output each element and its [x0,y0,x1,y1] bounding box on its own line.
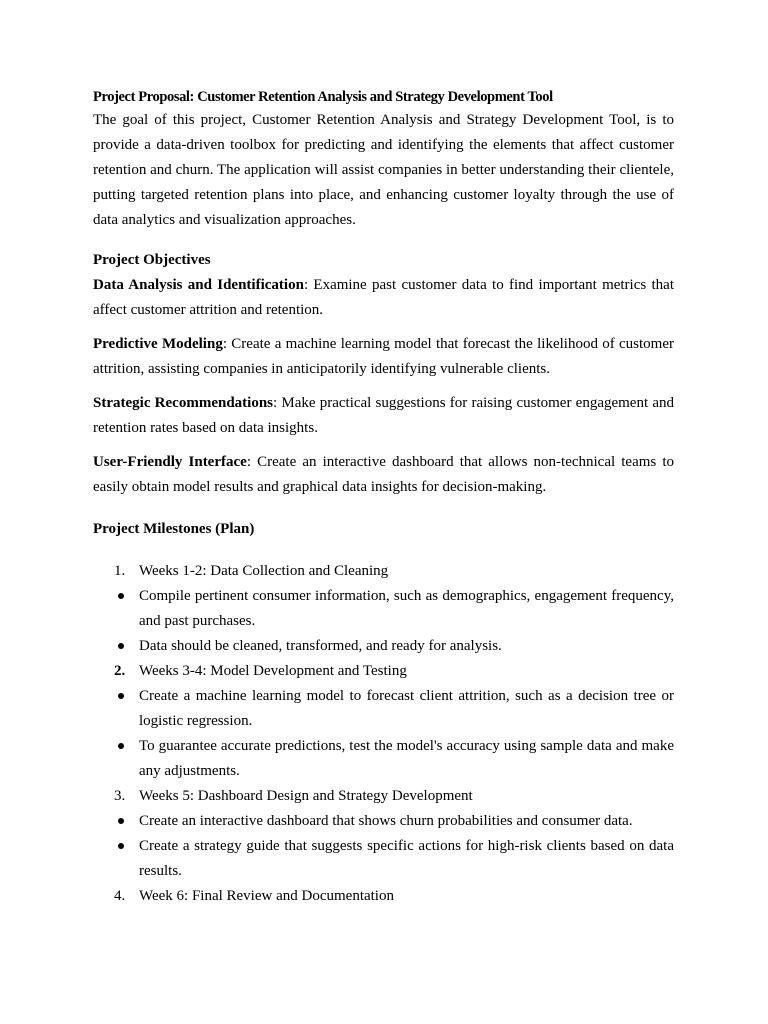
objective-text: : Examine past customer data to find important metrics that affect customer attrition and retention. [93,277,675,318]
bullet-icon [118,843,124,849]
milestone-subitem-text: Create a strategy guide that suggests specific actions for high-risk clients based on data results. [139,838,674,879]
milestone-subitem [93,809,674,834]
bullet-icon [118,693,124,699]
milestone-subitem-text: Data should be cleaned, transformed, and ready for analysis. [139,638,502,654]
milestone-subitem [93,684,674,734]
objective-text: : Make practical suggestions for raising customer engagement and retention rates based on data insights. [93,395,674,436]
milestone-subitem-text: Create a machine learning model to forecast client attrition, such as a decision tree or logistic regression. [139,688,674,729]
milestone-item [93,659,674,684]
milestone-item [93,784,674,809]
intro-paragraph: The goal of this project, Customer Retention Analysis and Strategy Development Tool, is to provide a data-driven toolbox for predicting and identifying the elements that affect customer retention and churn. The application will assist companies in better understanding their clientele, putting targeted retention plans into place, and enhancing customer loyalty through the use of data analytics and visualization approaches. [93,112,674,228]
objective-label: Strategic Recommendations [93,395,273,411]
milestone-subitem-text: Create an interactive dashboard that shows churn probabilities and consumer data. [139,813,633,829]
milestone-text: Week 6: Final Review and Documentation [139,888,394,904]
objectives-heading: Project Objectives [93,252,211,268]
objective-item [93,450,674,500]
milestones-heading: Project Milestones (Plan) [93,521,255,537]
milestone-text: Weeks 5: Dashboard Design and Strategy Development [139,788,473,804]
document-page [93,86,674,909]
objective-text: : Create an interactive dashboard that allows non-technical teams to easily obtain model results and graphical data insights for decision-making. [93,454,674,495]
list-number: 2. [114,663,126,679]
milestone-subitem [93,634,674,659]
document-title: Project Proposal: Customer Retention Analysis and Strategy Development Tool [93,89,553,105]
objective-item [93,332,674,382]
bullet-icon [118,743,124,749]
list-number: 1. [114,563,126,579]
milestones-list [93,559,674,909]
objective-text: : Create a machine learning model that forecast the likelihood of customer attrition, assisting companies in anticipatorily identifying vulnerable clients. [93,336,674,377]
milestone-subitem [93,584,674,634]
objective-label: Data Analysis and Identification [93,277,304,293]
bullet-icon [118,643,124,649]
objective-label: Predictive Modeling [93,336,223,352]
milestone-subitem-text: Compile pertinent consumer information, such as demographics, engagement frequency, and past purchases. [139,588,674,629]
bullet-icon [118,818,124,824]
milestone-text: Weeks 3-4: Model Development and Testing [139,663,407,679]
objective-item [93,273,674,323]
list-number: 4. [114,888,126,904]
bullet-icon [118,593,124,599]
milestone-subitem-text: To guarantee accurate predictions, test the model's accuracy using sample data and make any adjustments. [139,738,674,779]
milestone-item [93,559,674,584]
list-number: 3. [114,788,126,804]
objective-label: User-Friendly Interface [93,454,247,470]
milestone-subitem [93,834,674,884]
milestone-text: Weeks 1-2: Data Collection and Cleaning [139,563,389,579]
milestone-item [93,884,674,909]
milestone-subitem [93,734,674,784]
objective-item [93,391,674,441]
